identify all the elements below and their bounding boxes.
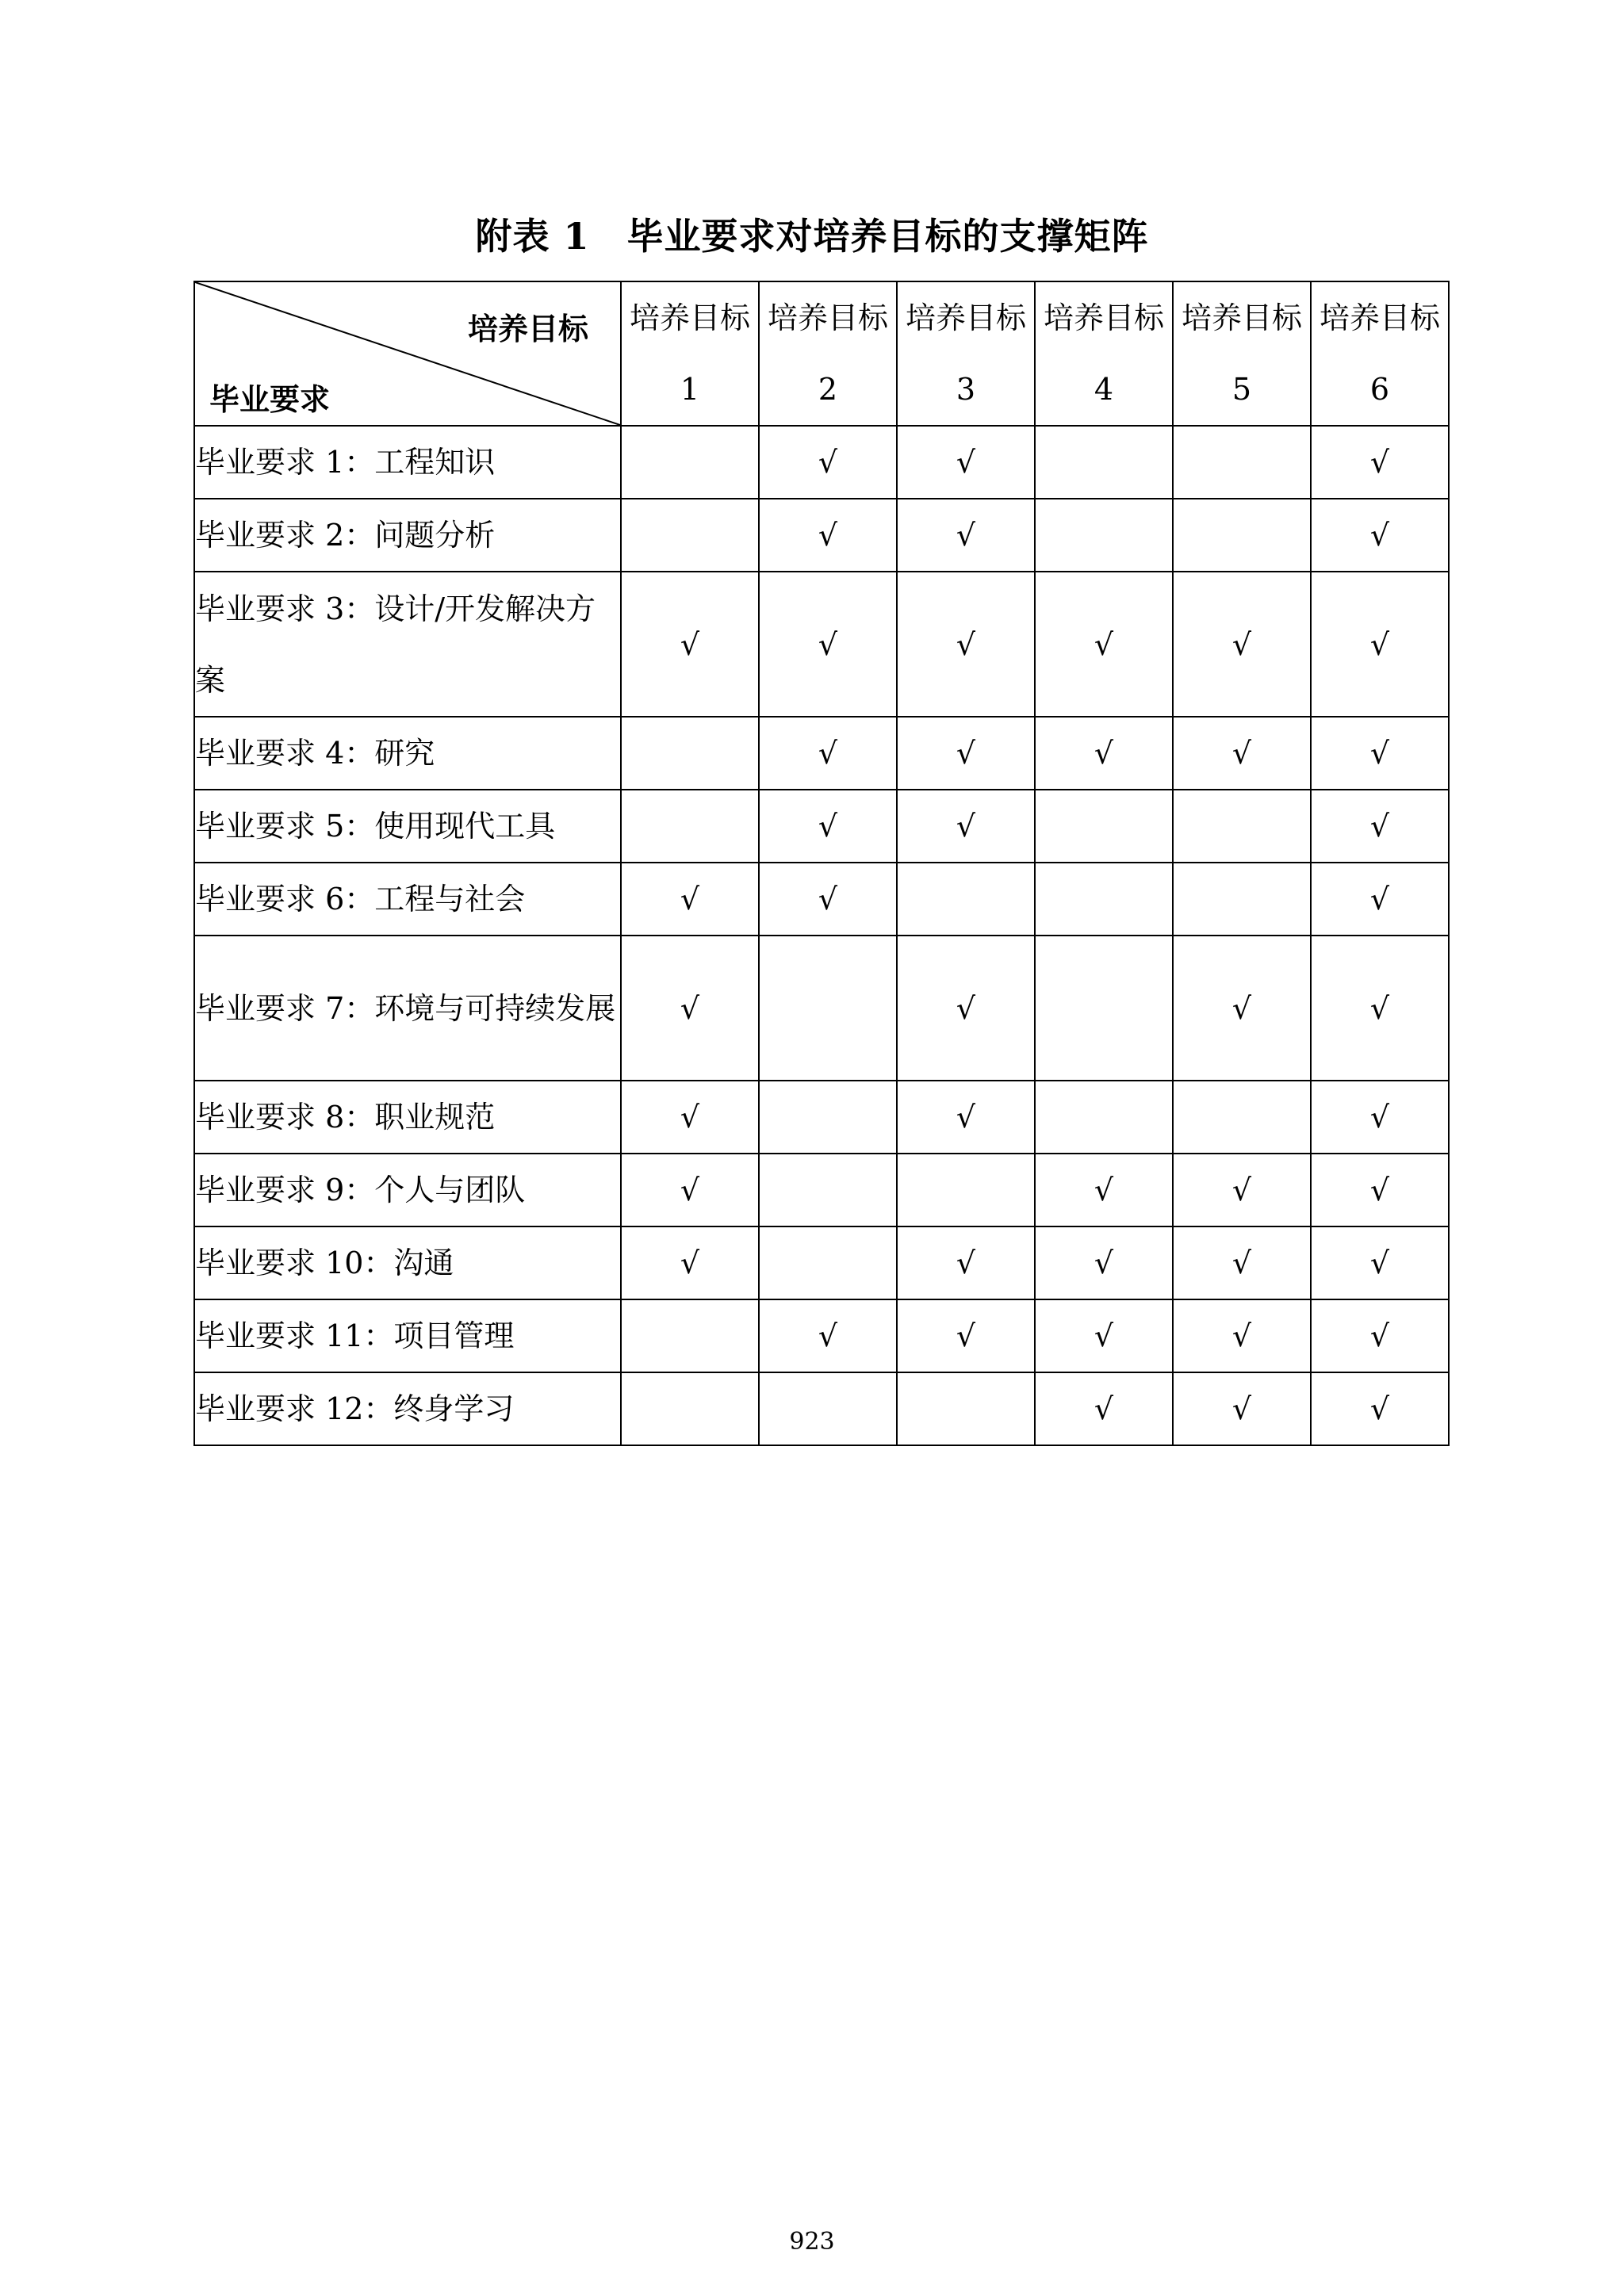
matrix-cell (897, 863, 1035, 936)
matrix-cell (621, 790, 759, 863)
matrix-cell (897, 1154, 1035, 1226)
matrix-cell: √ (1035, 572, 1173, 717)
matrix-cell: √ (759, 426, 897, 499)
matrix-cell (759, 1081, 897, 1154)
matrix-cell: √ (897, 717, 1035, 790)
matrix-cell (759, 1154, 897, 1226)
matrix-cell (1173, 1081, 1311, 1154)
matrix-cell: √ (1035, 1226, 1173, 1299)
matrix-cell: √ (759, 572, 897, 717)
matrix-cell: √ (1311, 1154, 1449, 1226)
goal-header-2: 培养目标 2 (759, 281, 897, 426)
matrix-cell (1035, 426, 1173, 499)
matrix-cell: √ (897, 1081, 1035, 1154)
matrix-cell (1173, 426, 1311, 499)
requirement-label: 毕业要求 11：项目管理 (194, 1299, 621, 1372)
matrix-cell: √ (1311, 717, 1449, 790)
matrix-cell: √ (897, 572, 1035, 717)
matrix-cell: √ (621, 1081, 759, 1154)
goal-header-6: 培养目标 6 (1311, 281, 1449, 426)
matrix-cell: √ (1311, 1299, 1449, 1372)
matrix-cell: √ (621, 1154, 759, 1226)
matrix-cell: √ (759, 1299, 897, 1372)
matrix-cell (1035, 499, 1173, 572)
matrix-cell: √ (1035, 717, 1173, 790)
table-row (194, 1372, 1449, 1445)
matrix-cell (1035, 790, 1173, 863)
matrix-cell: √ (1035, 1154, 1173, 1226)
matrix-cell: √ (897, 1299, 1035, 1372)
matrix-cell (759, 1226, 897, 1299)
matrix-cell: √ (1311, 863, 1449, 936)
matrix-cell (897, 1372, 1035, 1445)
matrix-cell (1035, 936, 1173, 1081)
matrix-cell: √ (897, 426, 1035, 499)
matrix-cell: √ (1173, 572, 1311, 717)
table-row (194, 1299, 1449, 1372)
goal-header-5: 培养目标 5 (1173, 281, 1311, 426)
matrix-cell: √ (897, 790, 1035, 863)
requirement-label: 毕业要求 1：工程知识 (194, 426, 621, 499)
matrix-body (194, 426, 1449, 1445)
matrix-cell: √ (1311, 1081, 1449, 1154)
matrix-cell (621, 499, 759, 572)
header-row (194, 281, 1449, 426)
matrix-cell: √ (1311, 790, 1449, 863)
table-row (194, 1226, 1449, 1299)
corner-requirement-label: 毕业要求 (209, 381, 331, 417)
matrix-cell: √ (759, 717, 897, 790)
support-matrix-table (193, 281, 1450, 1446)
table-row (194, 426, 1449, 499)
matrix-cell: √ (1311, 426, 1449, 499)
corner-cell (194, 281, 621, 426)
goal-header-4: 培养目标 4 (1035, 281, 1173, 426)
requirement-label: 毕业要求 9：个人与团队 (194, 1154, 621, 1226)
matrix-cell (759, 936, 897, 1081)
matrix-cell (1173, 863, 1311, 936)
matrix-cell: √ (1173, 1154, 1311, 1226)
requirement-label: 毕业要求 10：沟通 (194, 1226, 621, 1299)
matrix-cell: √ (1173, 1372, 1311, 1445)
matrix-cell (1035, 863, 1173, 936)
matrix-cell: √ (1311, 936, 1449, 1081)
matrix-cell: √ (897, 1226, 1035, 1299)
matrix-cell: √ (621, 572, 759, 717)
matrix-cell: √ (1173, 1299, 1311, 1372)
matrix-cell: √ (1311, 1226, 1449, 1299)
matrix-cell: √ (1173, 1226, 1311, 1299)
requirement-label: 毕业要求 7：环境与可持续发展 (194, 936, 621, 1081)
table-row (194, 717, 1449, 790)
matrix-cell (621, 426, 759, 499)
matrix-cell: √ (897, 936, 1035, 1081)
matrix-cell: √ (1035, 1372, 1173, 1445)
table-row (194, 1081, 1449, 1154)
matrix-cell: √ (1173, 936, 1311, 1081)
matrix-cell: √ (1311, 499, 1449, 572)
matrix-cell: √ (621, 1226, 759, 1299)
requirement-label: 毕业要求 2：问题分析 (194, 499, 621, 572)
matrix-cell: √ (1311, 1372, 1449, 1445)
table-row (194, 790, 1449, 863)
matrix-cell: √ (621, 936, 759, 1081)
table-row (194, 936, 1449, 1081)
matrix-cell: √ (897, 499, 1035, 572)
matrix-cell: √ (1035, 1299, 1173, 1372)
requirement-label: 毕业要求 12：终身学习 (194, 1372, 621, 1445)
matrix-cell (621, 1299, 759, 1372)
matrix-cell: √ (759, 499, 897, 572)
requirement-label: 毕业要求 6：工程与社会 (194, 863, 621, 936)
matrix-cell: √ (1173, 717, 1311, 790)
corner-goal-label: 培养目标 (467, 311, 588, 346)
matrix-cell: √ (759, 790, 897, 863)
page-title: 附表 1 毕业要求对培养目标的支撑矩阵 (475, 215, 1149, 258)
requirement-label: 毕业要求 8：职业规范 (194, 1081, 621, 1154)
matrix-cell: √ (1311, 572, 1449, 717)
matrix-cell (621, 1372, 759, 1445)
matrix-cell (1035, 1081, 1173, 1154)
requirement-label: 毕业要求 5：使用现代工具 (194, 790, 621, 863)
table-row (194, 572, 1449, 717)
page-number: 923 (789, 2228, 835, 2256)
goal-header-1: 培养目标 1 (621, 281, 759, 426)
matrix-cell: √ (759, 863, 897, 936)
table-row (194, 499, 1449, 572)
matrix-cell (1173, 499, 1311, 572)
table-row (194, 1154, 1449, 1226)
goal-header-3: 培养目标 3 (897, 281, 1035, 426)
matrix-cell: √ (621, 863, 759, 936)
table-row (194, 863, 1449, 936)
matrix-cell (759, 1372, 897, 1445)
matrix-cell (1173, 790, 1311, 863)
matrix-cell (621, 717, 759, 790)
requirement-label: 毕业要求 3：设计/开发解决方案 (194, 572, 621, 717)
requirement-label: 毕业要求 4：研究 (194, 717, 621, 790)
